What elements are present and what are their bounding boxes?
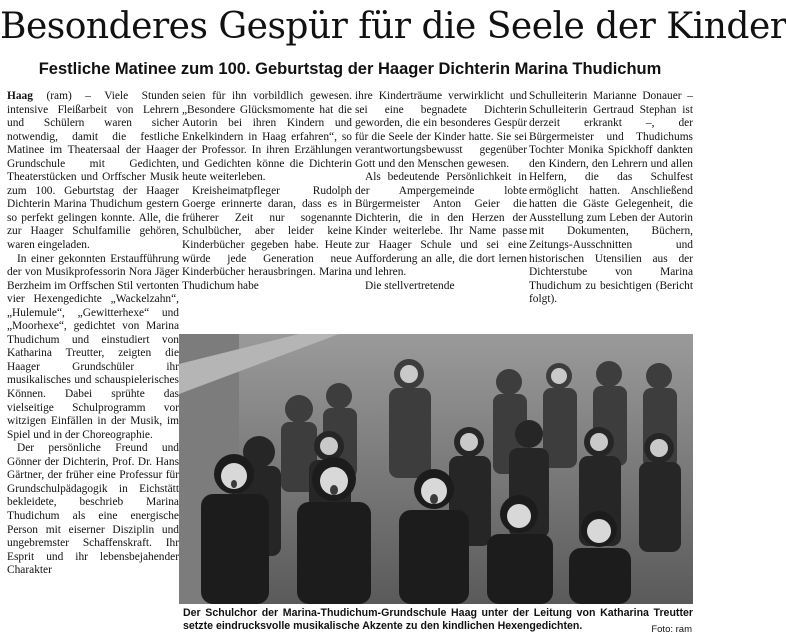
column-2 — [182, 90, 352, 293]
paragraph: ihre Kinderträume verwirklicht und sei eine begnadete Dichterin geworden, die ein besonderes Gespür für die Seele der Kinder hatte. Sie sei verantwortungsbewusst gegenüber Gott und den Menschen gewesen. — [355, 90, 527, 170]
paragraph: In einer gekonnten Erstaufführung der von Musikprofessorin Nora Jäger Berzheim im Orffschen Stil vertonten vier Hexengedichte „Wackelzahn“, „Hulemule“, „Gewitterhexe“ und „Moorhexe“, gedichtet von Marina Thudichum und einstudiert von Katharina Treutter, zeigten die Haager Grundschüler ihr musikalisches und schauspielerisches Können. Dabei sprühte das vielseitige Schulprogramm vor witzigen Einfällen in der Musik, im Spiel und in der Choreographie. — [7, 252, 179, 441]
paragraph: Kreisheimatpfleger Rudolph Goerge erinnerte daran, dass es in früherer Zeit nur sogenannte Schulbücher, aber leider keine Kinderbücher gegeben habe. Heute würde jede Generation neue Kinderbücher herausbringen. Marina Thudichum habe — [182, 184, 352, 292]
paragraph: Der persönliche Freund und Gönner der Dichterin, Prof. Dr. Hans Gärtner, der früher eine Professur für Grundschulpädagogik in Eichstätt bekleidete, beschrieb Marina Thudichum als eine energische Person mit eiserner Disziplin und ungebremster Schaffenskraft. Ihr Esprit und ihr lebensbejahender Charakter — [7, 442, 179, 577]
choir-photo-image — [179, 334, 693, 604]
column-4 — [529, 90, 693, 307]
choir-photo — [179, 334, 693, 604]
photo-caption: Der Schulchor der Marina-Thudichum-Grundschule Haag unter der Leitung von Katharina Treutter setzte eindrucksvolle musikalische Akzente zu den kindlichen Hexengedichten. — [183, 607, 693, 632]
paragraph: Schulleiterin Marianne Donauer – Schulleiterin Gertraud Stephan ist derzeit erkrankt –, der Bürgermeister und Thudichums Tochter Monika Spickhoff dankten den Kindern, den Lehrern und allen Helfern, die das Schulfest ermöglicht hatten. Anschließend hatten die Gäste Gelegenheit, die Ausstellung zum Leben der Autorin mit Dokumenten, Büchern, Zeitungs-Ausschnitten und historischen Utensilien aus der Dichterstube von Marina Thudichum zu besichtigen (Bericht folgt). — [529, 90, 693, 306]
paragraph: Als bedeutende Persönlichkeit in der Ampergemeinde lobte Bürgermeister Anton Geier die Dichterin, die in den Herzen der Kinder weiterlebe. Ihr Name passe zur Haager Schule und sei eine Aufforderung an alle, die dort lernen und lehren. — [355, 171, 527, 279]
subheadline: Festliche Matinee zum 100. Geburtstag der Haager Dichterin Marina Thudichum — [38, 60, 662, 78]
paragraph: Die stellvertretende — [365, 279, 455, 292]
paragraph: Haag (ram) – Viele Stunden intensive Fleißarbeit von Lehrern und Schülern waren sicher notwendig, damit die festliche Matinee im Theatersaal der Haager Grundschule mit Gedichten, Theaterstücken und Orffscher Musik zum 100. Geburtstag der Haager Dichterin Marina Thudichum gestern so perfekt gelingen konnte. Alle, die zur Haager Schulfamilie gehören, waren eingeladen. — [7, 90, 179, 252]
headline: Besonderes Gespür für die Seele der Kinder — [0, 6, 786, 47]
paragraph: seien für ihn vorbildlich gewesen. „Besondere Glücksmomente hat die Autorin bei ihren Kindern und Enkelkindern in Haag erfahren“, so der Professor. In ihren Erzählungen und Gedichten könne die Dichterin heute weiterleben. — [182, 90, 352, 184]
column-3 — [355, 90, 527, 293]
column-1 — [7, 90, 179, 578]
photo-credit: Foto: ram — [651, 624, 692, 635]
dateline: Haag — [7, 90, 33, 102]
